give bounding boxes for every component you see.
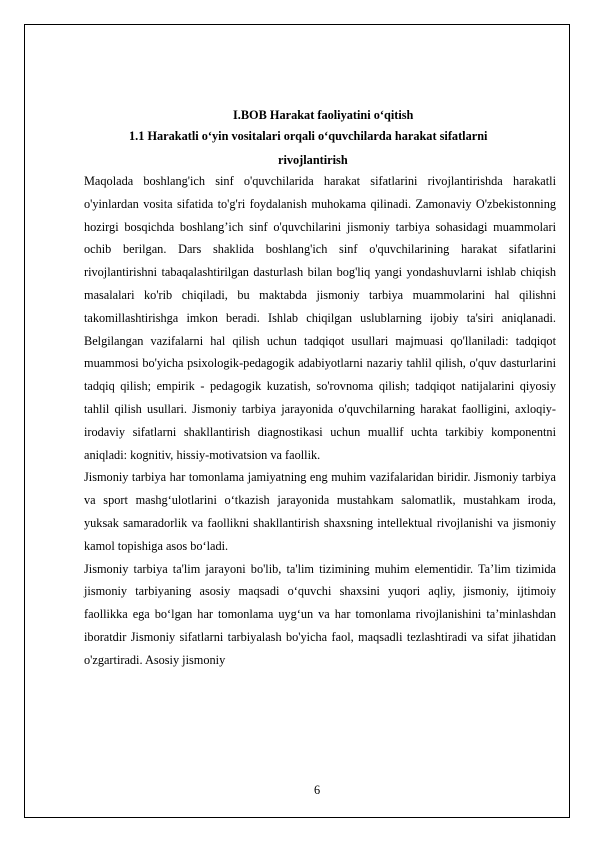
paragraph: Jismoniy tarbiya ta'lim jarayoni bo'lib, ta'lim tizimining muhim elementidir. Ta’lim tizimida jismoniy tarbiyaning asosiy maqsadi o‘quvchi shaxsini yuqori aqliy, jismoniy, ijtimoiy faollikka ega bo‘lgan har tomonlama uyg‘un va har tomonlama rivojlanishini ta’minlashdan iboratdir Jismoniy sifatlarni tarbiyalash bo'yicha faol, maqsadli tezlashtiradi va sifat jihatidan o'zgartiradi. Asosiy jismoniy [84,561,556,667]
page-number: 6 [314,783,321,797]
paragraph: Jismoniy tarbiya har tomonlama jamiyatning eng muhim vazifalaridan biridir. Jismoniy tarbiya va sport mashg‘ulotlarini o‘tkazish jarayonida mustahkam salomatlik, mustahkam iroda, yuksak samaradorlik va faollikni shakllantirish shaxsning intellektual rivojlanishi va jismoniy kamol topishiga asos bo‘ladi. [84,470,556,553]
section-title-continuation: rivojlantirish [278,153,348,167]
chapter-title: I.BOB Harakat faoliyatini o‘qitish [233,108,414,122]
paragraph: Maqolada boshlang'ich sinf o'quvchilarida harakat sifatlarini rivojlantirishda harakatli o'yinlardan vosita sifatida to'g'ri foydalanish muhokama qilinadi. Zamonaviy O'zbekistonning hozirgi bosqichda boshlang’ich sinf o'quvchilarini jismoniy tarbiya sohasidagi muammolari ochib berilgan. Dars shaklida boshlang'ich sinf o'quvchilarining harakat sifatlarini rivojlantirishni tabaqalashtirilgan dasturlash bilan bog'liq yangi yondashuvlarni ishlab chiqish masalalari ko'rib chiqiladi, bu maktabda jismoniy tarbiya muammolarini hal qilishni takomillashtirishga imkon beradi. Ishlab chiqilgan uslublarning ijobiy ta'siri aniqlanadi. Belgilangan vazifalarni hal qilish uchun tadqiqot usullari majmuasi qo'llaniladi: tadqiqot muammosi bo'yicha psixologik-pedagogik adabiyotlarni nazariy tahlil qilish, o'quv dasturlarini tadqiq qilish; empirik - pedagogik kuzatish, so'rovnoma qilish; tadqiqot natijalarini qiyosiy tahlil qilish usullari. Jismoniy tarbiya jarayonida o'quvchilarning harakat faolligini, axloqiy-irodaviy sifatlarni shakllantirish diagnostikasi uchun muallif uchta tarkibiy komponentni aniqladi: kognitiv, hissiy-motivatsion va faollik. [84,174,556,462]
body-text [84,170,556,672]
section-title: 1.1 Harakatli o‘yin vositalari orqali o‘quvchilarda harakat sifatlarni [129,129,488,143]
